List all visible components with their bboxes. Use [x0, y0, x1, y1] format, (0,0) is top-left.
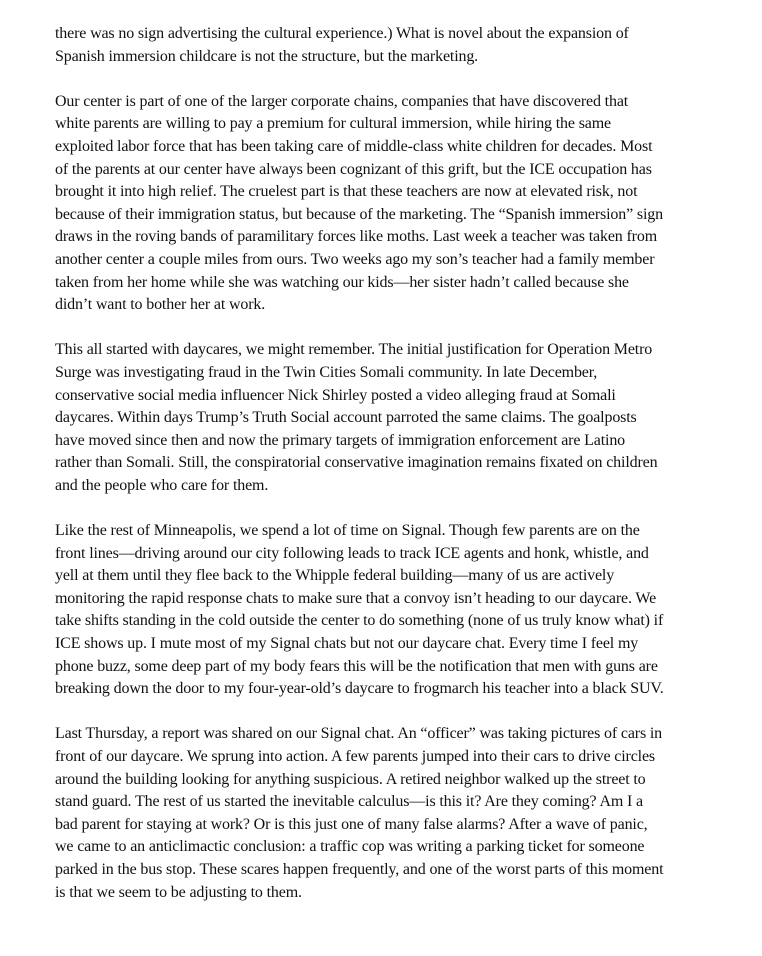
text-line: is that we seem to be adjusting to them.	[55, 883, 302, 901]
text-line: there was no sign advertising the cultural experience.) What is novel about the expansion of	[55, 25, 629, 42]
text-line: Surge was investigating fraud in the Twin Cities Somali community. In late December,	[55, 363, 598, 381]
text-line: conservative social media influencer Nick Shirley posted a video alleging fraud at Somali	[55, 386, 616, 404]
paragraph-3	[55, 339, 727, 497]
text-line: daycares. Within days Trump’s Truth Social account parroted the same claims. The goalposts	[55, 409, 637, 427]
text-line: because of their immigration status, but because of the marketing. The “Spanish immersion” sign	[55, 205, 663, 223]
text-line: take shifts standing in the cold outside the center to do something (none of us truly know what) if	[55, 612, 664, 630]
text-line: Like the rest of Minneapolis, we spend a lot of time on Signal. Though few parents are on the	[55, 522, 640, 540]
text-line: exploited labor force that has been taking care of middle-class white children for decades. Most	[55, 137, 653, 155]
text-line: Our center is part of one of the larger corporate chains, companies that have discovered that	[55, 92, 629, 110]
text-line: Last Thursday, a report was shared on our Signal chat. An “officer” was taking pictures of cars in	[55, 725, 663, 743]
paragraph-2	[55, 91, 727, 317]
text-line: taken from her home while she was watching our kids—her sister hadn’t called because she	[55, 273, 629, 291]
paragraph-1	[55, 23, 727, 68]
text-line: bad parent for staying at work? Or is this just one of many false alarms? After a wave of panic,	[55, 815, 648, 833]
text-line: parked in the bus stop. These scares happen frequently, and one of the worst parts of this moment	[55, 860, 664, 878]
text-line: yell at them until they flee back to the Whipple federal building—many of us are actively	[55, 567, 615, 585]
text-line: breaking down the door to my four-year-old’s daycare to frogmarch his teacher into a black SUV.	[55, 680, 664, 698]
text-line: around the building looking for anything suspicious. A retired neighbor walked up the street to	[55, 770, 646, 788]
text-line: rather than Somali. Still, the conspiratorial conservative imagination remains fixated on children	[55, 454, 658, 472]
text-line: and the people who care for them.	[55, 476, 269, 494]
text-line: we came to an anticlimactic conclusion: a traffic cop was writing a parking ticket for someone	[55, 838, 645, 856]
text-line: This all started with daycares, we might remember. The initial justification for Operation Metro	[55, 341, 653, 359]
text-line: Spanish immersion childcare is not the structure, but the marketing.	[55, 47, 479, 65]
paragraph-5	[55, 723, 727, 904]
text-line: front of our daycare. We sprung into action. A few parents jumped into their cars to drive circles	[55, 748, 655, 765]
text-line: didn’t want to bother her at work.	[55, 296, 266, 314]
text-line: another center a couple miles from ours. Two weeks ago my son’s teacher had a family member	[55, 250, 655, 268]
text-line: ICE shows up. I mute most of my Signal chats but not our daycare chat. Every time I feel my	[55, 635, 639, 653]
text-line: stand guard. The rest of us started the inevitable calculus—is this it? Are they coming? Am I a	[55, 793, 643, 811]
text-line: white parents are willing to pay a premium for cultural immersion, while hiring the same	[55, 115, 611, 133]
text-line: brought it into high relief. The cruelest part is that these teachers are now at elevated risk, not	[55, 183, 638, 201]
text-line: phone buzz, some deep part of my body fears this will be the notification that men with guns are	[55, 657, 658, 675]
text-line: monitoring the rapid response chats to make sure that a convoy isn’t heading to our daycare. We	[55, 589, 657, 607]
text-line: have moved since then and now the primary targets of immigration enforcement are Latino	[55, 431, 626, 449]
document-body	[55, 23, 727, 927]
text-line: front lines—driving around our city following leads to track ICE agents and honk, whistle, and	[55, 544, 649, 562]
paragraph-4	[55, 520, 727, 701]
text-line: draws in the roving bands of paramilitary forces like moths. Last week a teacher was taken from	[55, 228, 657, 246]
text-line: of the parents at our center have always been cognizant of this grift, but the ICE occupation has	[55, 160, 652, 178]
